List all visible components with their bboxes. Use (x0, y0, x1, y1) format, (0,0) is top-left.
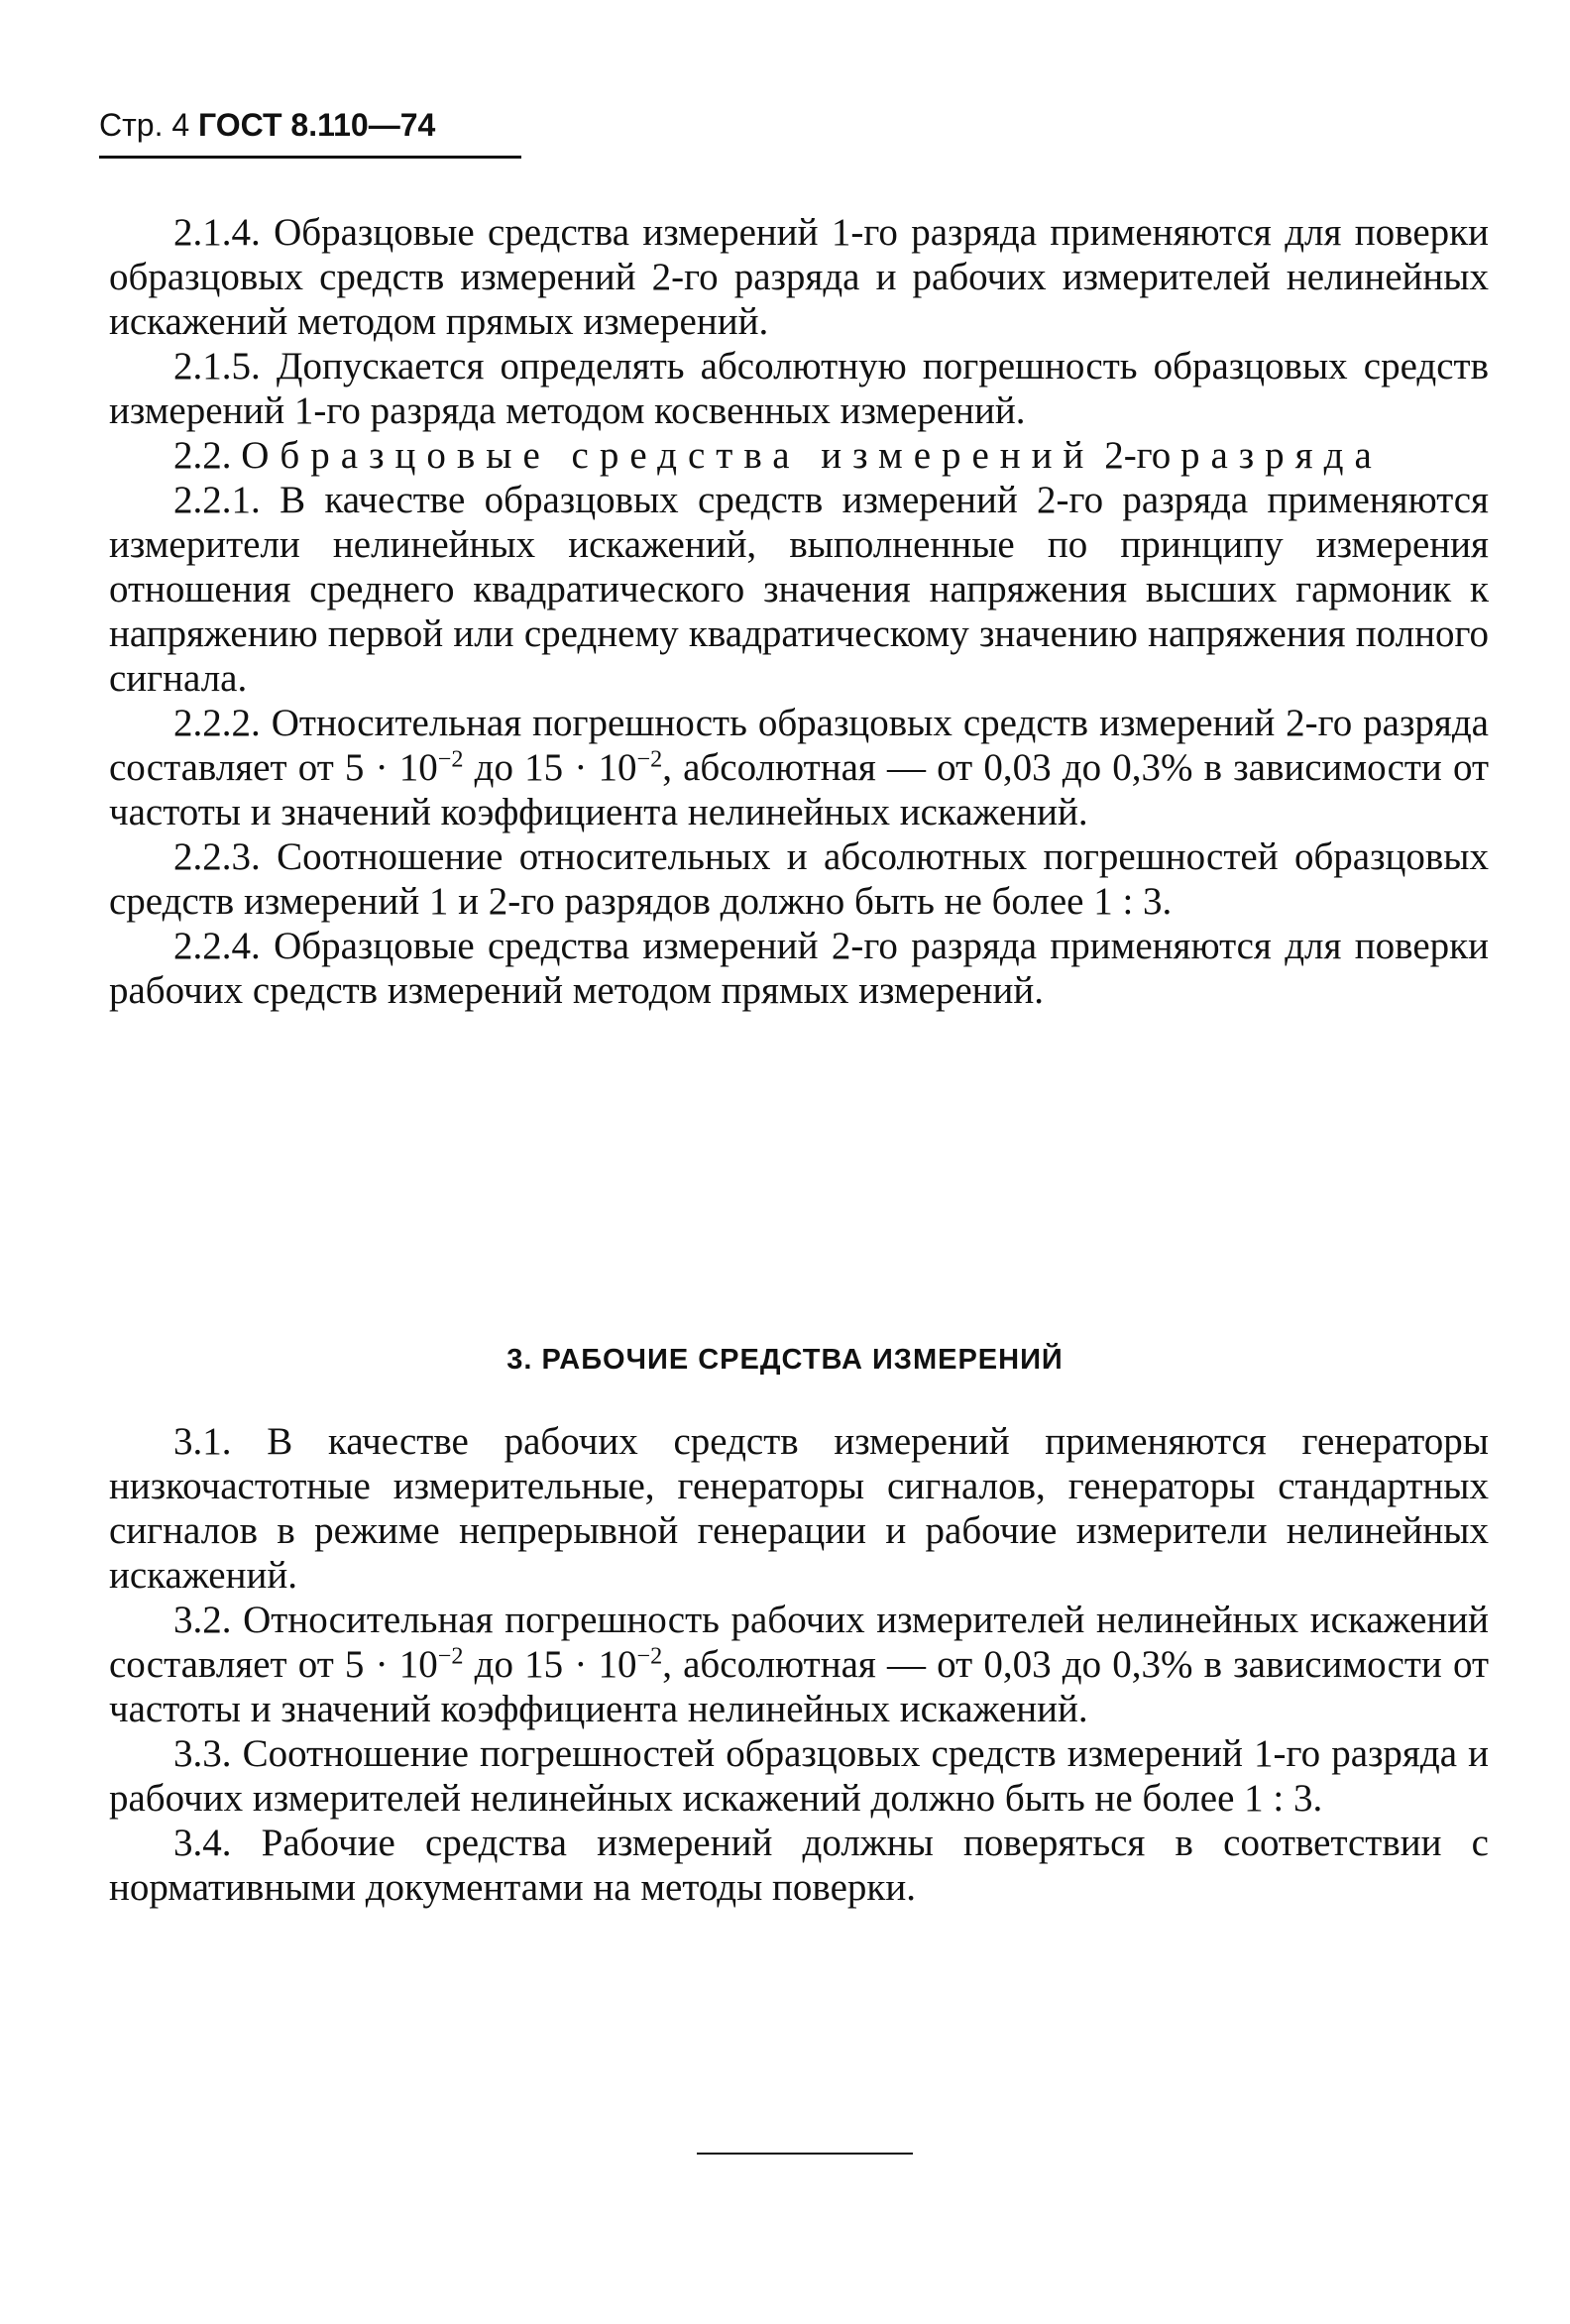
page-header (99, 107, 435, 143)
text-run: , абсолютная — от 0,03 до 0,3% в зависимости от частоты и значений коэффициента нелинейных искажений. (109, 1643, 1489, 1730)
header-rule (99, 156, 521, 159)
text-run: 3.2. Относительная погрешность рабочих измерителей нелинейных искажений составляет от 5 · 10 (109, 1599, 1489, 1686)
paragraph-2-1-5: 2.1.5. Допускается определять абсолютную погрешность образцовых средств измерений 1-го разряда методом косвенных измерений. (109, 345, 1489, 432)
exponent: −2 (636, 745, 663, 773)
exponent: −2 (437, 1642, 464, 1670)
subsection-heading-2-2 (109, 433, 1489, 478)
standard-designation: ГОСТ 8.110—74 (198, 107, 436, 143)
exponent: −2 (636, 1642, 663, 1670)
page-number: Стр. 4 (99, 107, 190, 143)
paragraph-3-3: 3.3. Соотношение погрешностей образцовых средств измерений 1-го разряда и рабочих измерителей нелинейных искажений должно быть не более 1 : 3. (109, 1732, 1489, 1820)
heading-number: 2.2. (173, 434, 232, 477)
paragraph-3-2 (109, 1598, 1489, 1731)
paragraph-2-2-3: 2.2.3. Соотношение относительных и абсолютных погрешностей образцовых средств измерений 1 и 2-го разрядов должно быть не более 1 : 3. (109, 835, 1489, 923)
paragraph-3-4: 3.4. Рабочие средства измерений должны поверяться в соответствии с нормативными документами на методы поверки. (109, 1822, 1489, 1909)
section-3-title: 3. РАБОЧИЕ СРЕДСТВА ИЗМЕРЕНИЙ (506, 1344, 1064, 1376)
text-run: , абсолютная — от 0,03 до 0,3% в зависимости от частоты и значений коэффициента нелинейных искажений. (109, 746, 1489, 833)
section-3-body (109, 1419, 1489, 1910)
paragraph-2-2-2 (109, 701, 1489, 834)
text-run: до 15 · 10 (463, 746, 637, 789)
paragraph-2-2-1: 2.2.1. В качестве образцовых средств измерений 2-го разряда применяются измерители нелинейных искажений, выполненные по принципу измерения отношения среднего квадратического значения напряжения высших гармоник к напряжению первой или среднему квадратическому значению напряжения полного сигнала. (109, 479, 1489, 700)
text-run: до 15 · 10 (463, 1643, 637, 1686)
paragraph-2-2-4: 2.2.4. Образцовые средства измерений 2-го разряда применяются для поверки рабочих средств измерений методом прямых измерений. (109, 925, 1489, 1012)
end-rule (697, 2153, 913, 2155)
heading-text-end: разряда (1179, 434, 1383, 477)
section-2-body (109, 210, 1489, 1013)
paragraph-2-1-4: 2.1.4. Образцовые средства измерений 1-го разряда применяются для поверки образцовых средств измерений 2-го разряда и рабочих измерителей нелинейных искажений методом прямых измерений. (109, 211, 1489, 343)
text-run: 2.2.2. Относительная погрешность образцовых средств измерений 2-го разряда составляет от 5 · 10 (109, 702, 1489, 789)
exponent: −2 (437, 745, 464, 773)
heading-grade: 2-го (1104, 434, 1172, 477)
heading-text: Образцовые средства измерений (241, 434, 1095, 477)
paragraph-3-1: 3.1. В качестве рабочих средств измерений применяются генераторы низкочастотные измерительные, генераторы сигналов, генераторы стандартных сигналов в режиме непрерывной генерации и рабочие измерители нелинейных искажений. (109, 1420, 1489, 1597)
